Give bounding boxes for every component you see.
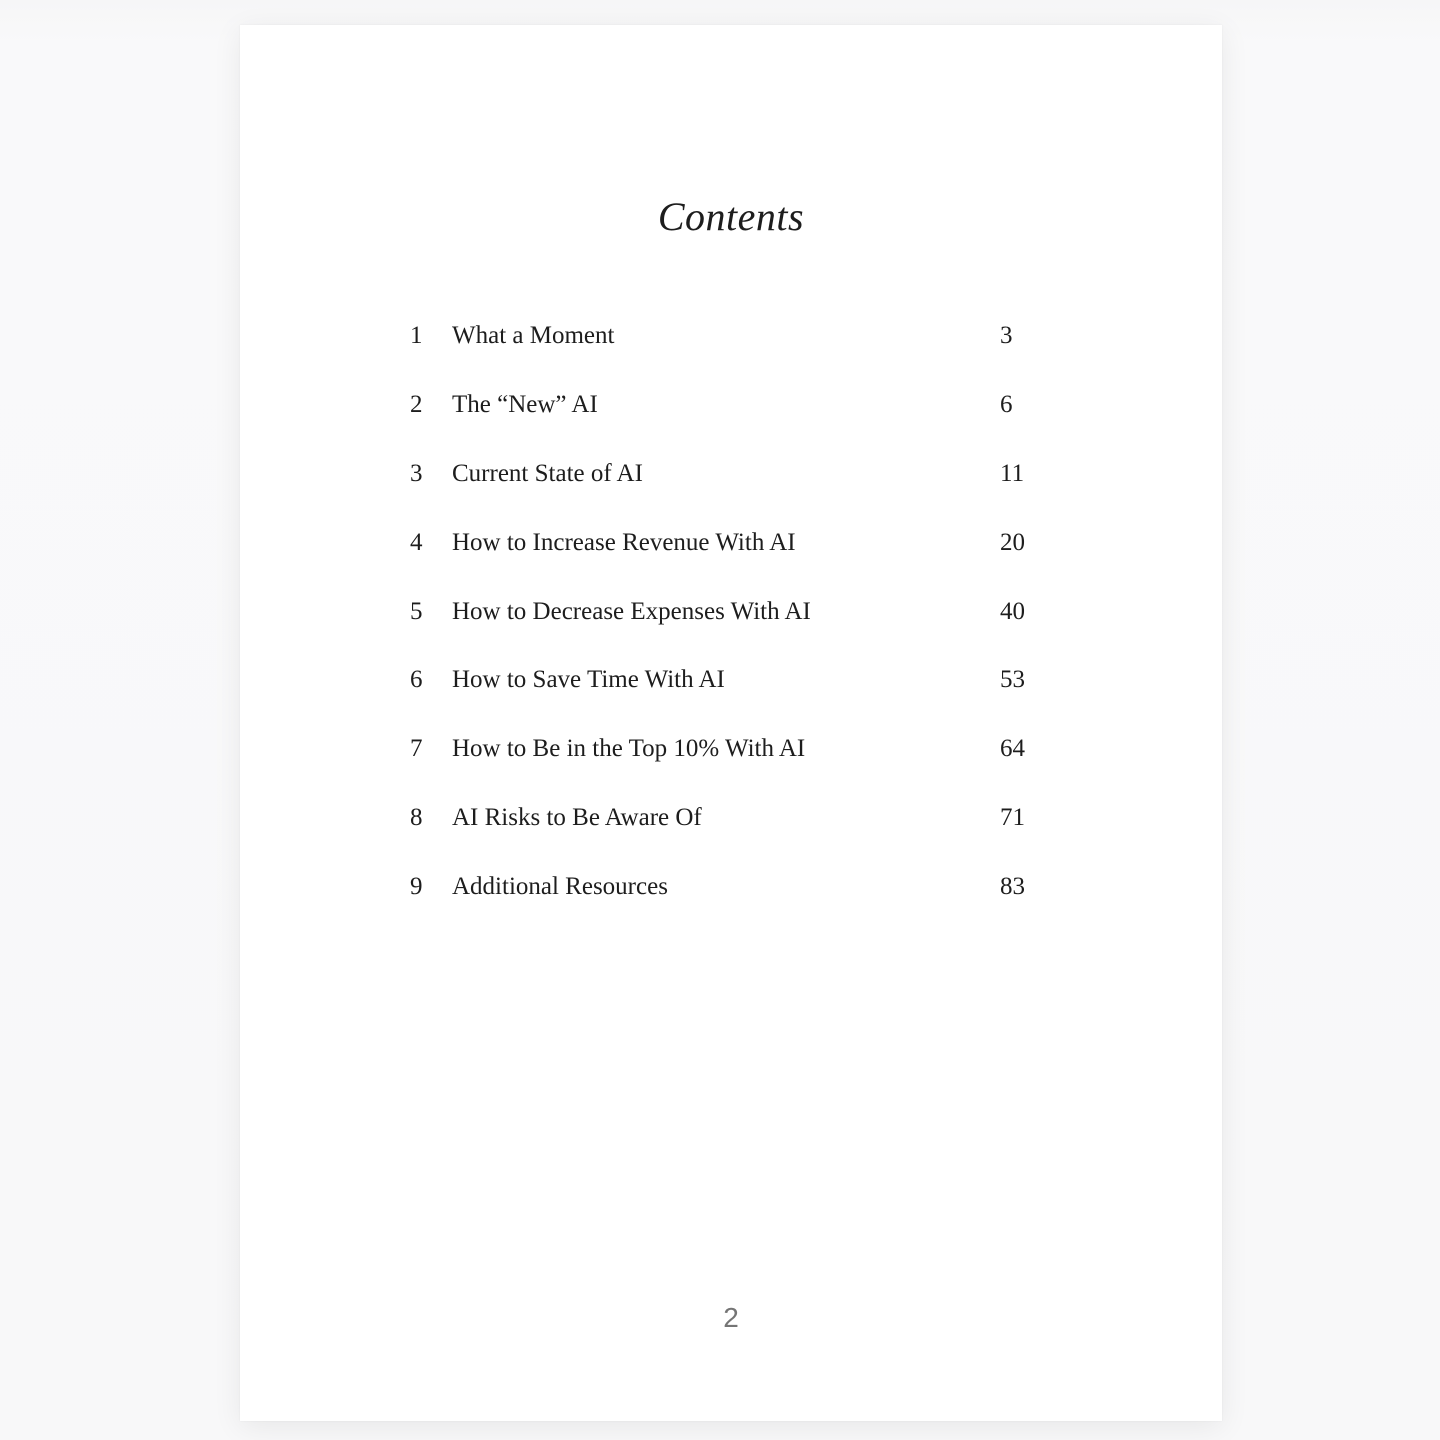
toc-entry-title: The “New” AI [452,391,598,419]
toc-entry-number: 5 [410,597,423,625]
toc-entry-number: 1 [410,322,423,350]
toc-entry[interactable] [240,784,1222,853]
document-page [240,25,1222,1421]
toc-entry[interactable] [240,577,1222,646]
toc-entry-number: 6 [410,666,423,694]
toc-entry-number: 9 [410,872,423,900]
toc-entry-title: How to Decrease Expenses With AI [452,597,811,625]
page-title: Contents [657,194,805,239]
toc-entry-page: 3 [1000,322,1013,350]
page-number: 2 [723,1302,739,1333]
toc-entry-title: How to Be in the Top 10% With AI [452,735,806,763]
toc-entry-page: 6 [1000,391,1013,419]
toc-entry[interactable] [240,508,1222,577]
toc-entry-page: 53 [1000,666,1025,694]
toc-entry-number: 4 [410,528,423,556]
toc-entry[interactable] [240,371,1222,440]
toc-entry-page: 71 [1000,803,1025,831]
toc-entry[interactable] [240,646,1222,715]
toc-entry-number: 7 [410,735,423,763]
toc-entry-title: AI Risks to Be Aware Of [452,803,702,831]
table-of-contents [240,302,1222,921]
toc-entry[interactable] [240,715,1222,784]
toc-entry[interactable] [240,852,1222,921]
toc-entry[interactable] [240,302,1222,371]
toc-entry-title: Additional Resources [452,872,668,900]
toc-entry-title: How to Save Time With AI [452,666,725,694]
toc-entry-page: 40 [1000,597,1025,625]
toc-entry-number: 3 [410,459,423,487]
toc-entry[interactable] [240,440,1222,509]
toc-entry-number: 2 [410,391,423,419]
toc-entry-page: 64 [1000,735,1025,763]
toc-entry-page: 11 [1000,459,1025,487]
toc-entry-page: 20 [1000,528,1025,556]
toc-entry-title: How to Increase Revenue With AI [452,528,796,556]
toc-entry-title: Current State of AI [452,459,643,487]
toc-entry-page: 83 [1000,872,1025,900]
toc-entry-number: 8 [410,803,423,831]
toc-entry-title: What a Moment [452,322,615,350]
